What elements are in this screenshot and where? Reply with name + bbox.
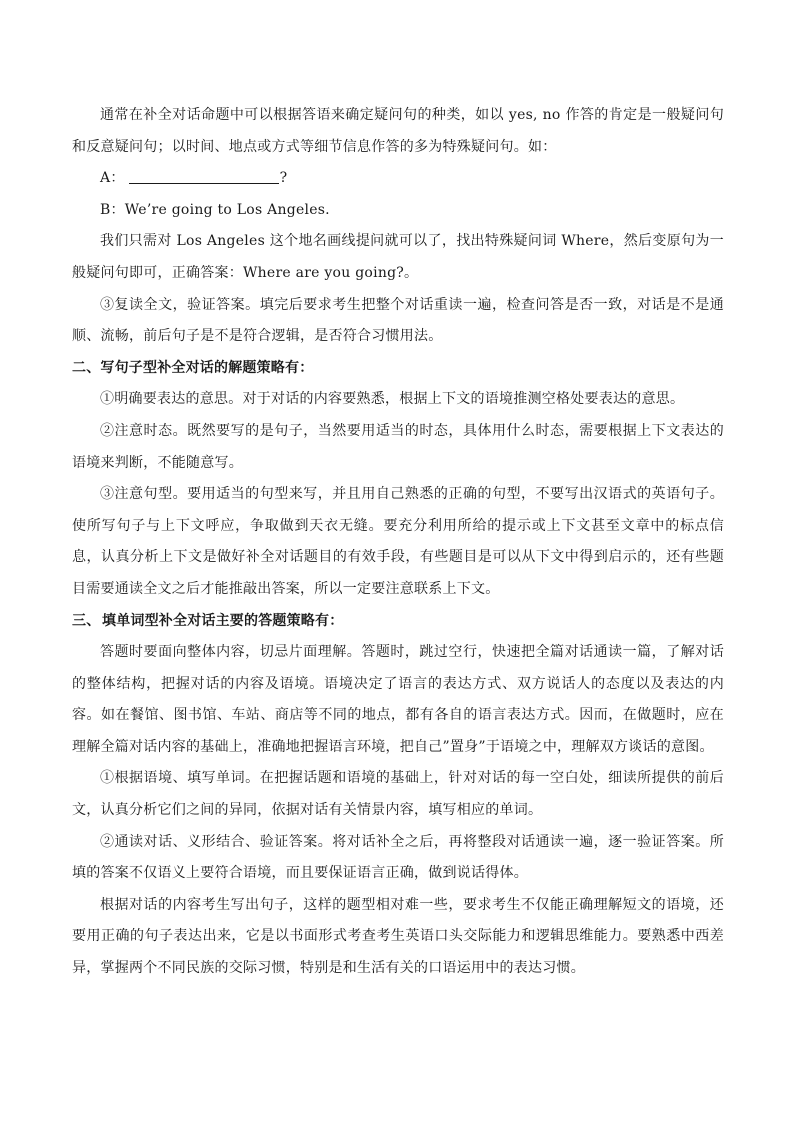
dialog-a-end: ?: [279, 170, 288, 187]
paragraph-example-explanation: 我们只需对 Los Angeles 这个地名画线提问就可以了，找出特殊疑问词 Where，然后变原句为一般疑问句即可，正确答案：Where are you going?。: [72, 233, 724, 281]
paragraph-summary: 根据对话的内容考生写出句子，这样的题型相对难一些，要求考生不仅能正确理解短文的语境，还要用正确的句子表达出来，它是以书面形式考查考生英语口头交际能力和逻辑思维能力。要熟悉中西差异，掌握两个不同民族的交际习惯，特别是和生活有关的口语运用中的表达习惯。: [72, 896, 724, 977]
document-body: [72, 100, 724, 985]
section-heading-2: 二、写句子型补全对话的解题策略有：: [72, 359, 314, 376]
paragraph-question-type-intro: 通常在补全对话命题中可以根据答语来确定疑问句的种类，如以 yes, no 作答的肯定是一般疑问句和反意疑问句；以时间、地点或方式等细节信息作答的多为特殊疑问句。如：: [72, 107, 724, 155]
section-heading-3-text: 填单词型补全对话主要的答题策略有：: [102, 612, 344, 629]
dialog-a-speaker: A：: [100, 170, 125, 187]
dialog-line-a: [72, 163, 724, 195]
paragraph-clarify-meaning: ①明确要表达的意思。对于对话的内容要熟悉，根据上下文的语境推测空格处要表达的意思。: [100, 391, 685, 408]
paragraph-fill-words: ①根据语境、填写单词。在把握话题和语境的基础上，针对对话的每一空白处，细读所提供的前后文，认真分析它们之间的异同，依据对话有关情景内容，填写相应的单词。: [72, 770, 724, 819]
paragraph-verify-answers: ②通读对话、义形结合、验证答案。将对话补全之后，再将整段对话通读一遍，逐一验证答案。所填的答案不仅语义上要符合语境，而且要保证语言正确，做到说话得体。: [72, 833, 724, 882]
answer-blank: [129, 169, 279, 184]
section-heading-3: [72, 606, 724, 638]
dialog-line-b: B：We’re going to Los Angeles.: [100, 201, 330, 218]
paragraph-reread-verify: ③复读全文，验证答案。填完后要求考生把整个对话重读一遍，检查问答是否一致，对话是不是通顺、流畅，前后句子是不是符合逻辑，是否符合习惯用法。: [72, 296, 724, 345]
paragraph-whole-context: 答题时要面向整体内容，切忌片面理解。答题时，跳过空行，快速把全篇对话通读一篇，了解对话的整体结构，把握对话的内容及语境。语境决定了语言的表达方式、双方说话人的态度以及表达的内容。如在餐馆、图书馆、车站、商店等不同的地点，都有各自的语言表达方式。因而，在做题时，应在理解全篇对话内容的基础上，准确地把握语言环境，把自己”置身”于语境之中，理解双方谈话的意图。: [72, 644, 724, 755]
section-heading-3-number: 三、: [72, 612, 101, 629]
paragraph-sentence-pattern: ③注意句型。要用适当的句型来写，并且用自己熟悉的正确的句型，不要写出汉语式的英语句子。使所写句子与上下文呼应，争取做到天衣无缝。要充分利用所给的提示或上下文甚至文章中的标点信息，认真分析上下文是做好补全对话题目的有效手段，有些题目是可以从下文中得到启示的，还有些题目需要通读全文之后才能推敲出答案，所以一定要注意联系上下文。: [72, 486, 724, 597]
paragraph-tense: ②注意时态。既然要写的是句子，当然要用适当的时态，具体用什么时态，需要根据上下文表达的语境来判断，不能随意写。: [72, 422, 724, 471]
